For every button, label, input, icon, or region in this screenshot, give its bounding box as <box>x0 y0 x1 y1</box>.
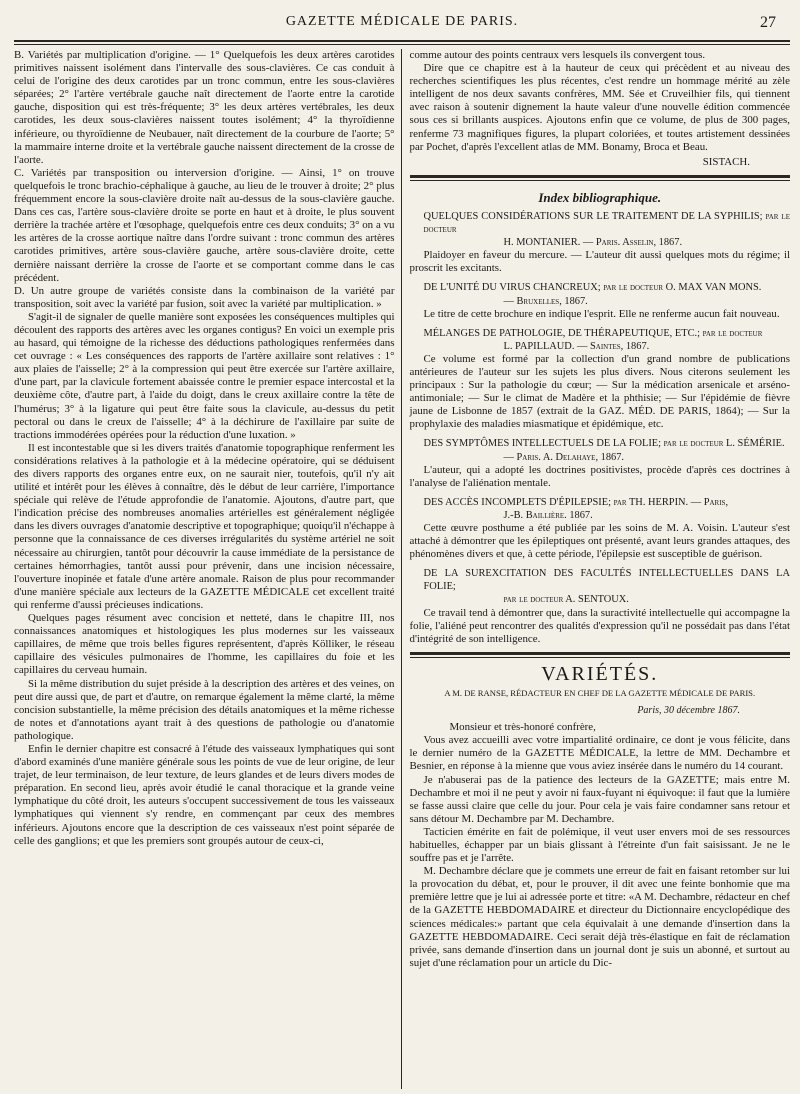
signature: SISTACH. <box>702 155 750 168</box>
paragraph: Si la même distribution du sujet préside à la description des artères et des veines, on peut dire aussi que, de part et d'autre, on remarque également la même clarté, la même concision substantielle, la même précision des détails anatomiques et la même richesse de notes et d'annotations ayant trait à des questions de pathologie ou d'anatomie pathologique. <box>14 677 395 742</box>
journal-title: GAZETTE MÉDICALE DE PARIS. <box>285 14 519 29</box>
bibliography-entry <box>410 281 791 320</box>
bibliography-review: Le titre de cette brochure en indique l'esprit. Elle ne renferme aucun fait nouveau. <box>423 307 780 320</box>
bibliography-review: Cette œuvre posthume a été publiée par les soins de M. A. Voisin. L'auteur s'est attaché à démontrer que les épileptiques ont présenté, avant leurs grandes attaques, des phénomènes divers et que, à cette période, l'épilepsie est susceptible de guérison. <box>409 522 790 561</box>
paragraph: S'agit-il de signaler de quelle manière sont exposées les conséquences multiples qui découlent des rapports des artères avec les organes contigus? En voici un exemple pris au hasard, qui témoigne de la richesse des déductions pathologiques renfermées dans cet ouvrage : « Les conséquences des rapports de l'artère axillaire sont relatives : 1° aux plaies de l'aisselle; 2° à la compression qui peut être exercée sur l'artère axillaire, d'une part, par la clavicule fortement abaissée contre le premier espace intercostal et la deuxième côte, d'autre part, à l'aide du doigt, dans le creux axillaire contre la tête de l'humérus; 3° à la ligature qui peut être faite sous la clavicule, au-dessus du petit pectoral ou dans le creux de l'aisselle; 4° à la déchirure de l'axillaire par suite de tractions immodérées opérées pour la réduction d'une luxation. » <box>14 310 395 441</box>
section-rule <box>410 652 791 658</box>
letter-salutation: Monsieur et très-honoré confrère, <box>449 721 596 734</box>
letter-addressee: A M. DE RANSE, RÉDACTEUR EN CHEF DE LA GAZETTE MÉDICALE DE PARIS. <box>444 687 756 698</box>
columns <box>14 49 790 1089</box>
paragraph: Vous avez accueilli avec votre impartialité ordinaire, ce dont je vous félicite, dans le dernier numéro de la GAZETTE MÉDICALE, la lettre de MM. Dechambre et Besnier, en réponse à la mienne que vous aviez insérée dans le numéro du 14 courant. <box>409 734 790 773</box>
paragraph: comme autour des points centraux vers lesquels ils convergent tous. <box>409 49 706 61</box>
page-number: 27 <box>760 14 776 31</box>
index-title: Index bibliographique. <box>538 189 662 205</box>
header-rule <box>14 40 790 45</box>
bibliography-entry <box>410 327 791 432</box>
bibliography-ref: DES SYMPTÔMES INTELLECTUELS DE LA FOLIE; par le docteur L. SÉMÉRIE. — Paris. A. Delahaye, 1867. <box>423 438 785 463</box>
bibliography-ref: DES ACCÈS INCOMPLETS D'ÉPILEPSIE; par TH. HERPIN. — Paris, J.-B. Baillière. 1867. <box>423 496 729 521</box>
paragraph: Dire que ce chapitre est à la hauteur de ceux qui précèdent et au niveau des recherches scientifiques les plus récentes, c'est rendre un hommage mérité au zèle intelligent de nos deux savants confrères, MM. Sée et Cruveilhier fils, qui tiennent avec raison à soutenir dignement la haute valeur d'une nouvelle édition commencée sous ces si brillants auspices. Ajoutons enfin que ce volume, de plus de 300 pages, renferme 73 magnifiques figures, la plupart coloriées, et toutes artistement dessinées par Pochet, d'après l'excellent atlas de MM. Bonamy, Broca et Beau. <box>409 62 790 153</box>
paragraph: Enfin le dernier chapitre est consacré à l'étude des vaisseaux lymphatiques qui sont d'abord examinés d'une manière générale sous les points de vue de leur origine, de leur trajet, de leur terminaison, de leur texture, de leurs glandes et de leurs divers modes de préparation. En second lieu, après avoir étudié le canal thoracique et la grande veine lymphatique du côté droit, les auteurs s'occupent successivement de tous les vaisseaux lymphatiques qui viennent s'y rendre, en commençant par ceux des membres inférieurs. Ajoutons encore que la description de ces vaisseaux n'est point séparée de celle des ganglions; et que les premiers sont groupés autour de ceux-ci, <box>14 742 395 847</box>
bibliography-ref: DE L'UNITÉ DU VIRUS CHANCREUX; par le docteur O. MAX VAN MONS. — Bruxelles, 1867. <box>423 282 762 307</box>
bibliography-ref: DE LA SUREXCITATION DES FACULTÉS INTELLECTUELLES DANS LA FOLIE; par le docteur A. SENTOUX. <box>423 568 790 606</box>
bibliography-ref: QUELQUES CONSIDÉRATIONS SUR LE TRAITEMENT DE LA SYPHILIS; par le docteur H. MONTANIER. — Paris. Asselin, 1867. <box>423 210 790 249</box>
letter-date: Paris, 30 décembre 1867. <box>637 705 740 717</box>
paragraph: Il est incontestable que si les divers traités d'anatomie topographique renferment les considérations relatives à la pathologie et à la médecine opératoire, qui se déduisent des divers rapports des organes entre eux, on ne saurait nier, toutefois, qu'il n'y ait utilité et intérêt pour les élèves à connaître, dès le début de leur carrière, l'importance spéciale qui relève de l'étude approfondie de l'anatomie. Ajoutons, d'autre part, que l'indication précise des nombreuses anomalies artérielles est généralement négligée dans les divers ouvrages d'anatomie descriptive et topographique; quoiqu'il n'échappe à personne que la connaissance de ces diverses irrégularités du système artériel ne soit nécessaire au chirurgien, tantôt pour découvrir la cause immédiate de la persistance de certaines hémorrhagies, tantôt aussi pour prévenir, dans une incision nécessaire, l'ouverture inopinée et fatale d'une artère anomale. Raison de plus pour recommander d'une manière spéciale aux lecteurs de la GAZETTE MÉDICALE cet excellent traité qui renferme d'aussi précieuses indications. <box>14 441 395 611</box>
left-column <box>14 49 401 1089</box>
section-rule <box>410 175 791 181</box>
bibliography-entry <box>410 437 791 489</box>
bibliography-review: Ce volume est formé par la collection d'un grand nombre de publications antérieures de l'auteur sur les sujets les plus divers. Nous citerons seulement les principaux : Sur la pathologie du cœur; — Sur la médication arsenicale et arséno-antimoniale; — Sur le climat de Madère et la phthisie; — Sur l'épidémie de fièvre jaune de Lisbonne de 1857 (extrait de la GAZ. MÉD. DE PARIS, 1864); — Sur la prophylaxie des maladies miasmatique et épidémique, etc. <box>409 352 790 431</box>
section-title: VARIÉTÉS. <box>541 662 659 685</box>
right-column <box>401 49 791 1089</box>
paragraph: Quelques pages résument avec concision et netteté, dans le chapitre III, nos connaissances anatomiques et histologiques les plus modernes sur les vaisseaux capillaires, de même que trois belles figures représentent, d'après Kölliker, le réseau capillaire des vésicules pulmonaires de l'homme, les capillaires du foie et les capillaires du cerveau humain. <box>14 612 395 677</box>
bibliography-entry <box>410 210 791 275</box>
paragraph: D. Un autre groupe de variétés consiste dans la combinaison de la variété par transposition, soit avec la variété par fusion, soit avec la variété par multiplication. » <box>14 284 395 310</box>
bibliography-ref: MÉLANGES DE PATHOLOGIE, DE THÉRAPEUTIQUE, ETC.; par le docteur L. PAPILLAUD. — Saintes, 1867. <box>423 327 763 352</box>
paragraph: Tacticien émérite en fait de polémique, il veut user envers moi de ses ressources habituelles, échapper par un biais glissant à l'étreinte d'un fait saisissant. Je ne le souffre pas et je l'arrête. <box>409 825 790 865</box>
bibliography-review: Ce travail tend à démontrer que, dans la suractivité intellectuelle qui accompagne la folie, l'aliéné peut rencontrer des qualités d'expression qu'il ne possédait pas dans l'état d'intégrité de son intelligence. <box>409 606 790 645</box>
bibliography-entry <box>410 496 791 561</box>
page-header <box>14 14 790 38</box>
paragraph: B. Variétés par multiplication d'origine. — 1° Quelquefois les deux artères carotides primitives naissent isolément dans l'intervalle des sous-clavières. Ce cas conduit à celui de l'origine des deux carotides par un tronc commun, entre les sous-clavières séparées; 2° l'artère vertébrale gauche naît directement de l'aorte entre la carotide gauche, disposition qui est très-fréquente; 3° les deux artères vertébrales, les deux carotides, les deux sous-clavières naissent toutes isolément; 4° la thyroïdienne inférieure, ou thyroïdienne de Neubauer, naît directement de la courbure de l'aorte; 5° la mammaire interne droite et la vertébrale gauche naissent directement de la crosse de l'aorte. <box>14 49 395 166</box>
bibliography-entry <box>410 567 791 646</box>
bibliography-review: Plaidoyer en faveur du mercure. — L'auteur dit aussi quelques mots du régime; il proscrit les excitants. <box>409 249 790 275</box>
paragraph: M. Dechambre déclare que je commets une erreur de fait en faisant retomber sur lui la provocation du débat, et, pour le prouver, il dit avec une feinte bonhomie que ma première lettre que je lui ai adressée porte et titre: «A M. Dechambre, rédacteur en chef de la GAZETTE HEBDOMADAIRE et directeur du Dictionnaire encyclopédique des sciences médicales:» partant que cela équivalait à une demande d'insertion dans la GAZETTE HEBDOMADAIRE. Ceci serait déjà très-élastique en fait de réclamation privée, sans demande d'insertion dans un journal dont je suis un abonné, et surtout au sujet d'une réclamation pour un article du Dic- <box>409 865 790 969</box>
paragraph: C. Variétés par transposition ou interversion d'origine. — Ainsi, 1° on trouve quelquefois le tronc brachio-céphalique à gauche, au lieu de le trouver à droite; 2° plus fréquemment encore la sous-clavière droite naît au-dessus de la sous-clavière gauche. Dans ces cas, l'artère sous-clavière droite se porte en haut et à droite, le plus souvent derrière la trachée artère et l'œsophage, quelquefois entre ces deux conduits; 3° on a vu les artères de la crosse aortique naître dans l'ordre suivant : tronc commun des artères carotides primitives, artère sous-clavière gauche, artère sous-clavière droite, cette dernière naissant derrière la crosse de l'aorte et se comportant comme dans le cas précédent. <box>14 166 395 284</box>
bibliography-review: L'auteur, qui a adopté les doctrines positivistes, procède d'après ces doctrines à l'analyse de l'aliénation mentale. <box>409 463 790 489</box>
paragraph: Je n'abuserai pas de la patience des lecteurs de la GAZETTE; mais entre M. Dechambre et moi il ne peut y avoir ni faux-fuyant ni équivoque: il faut que la lumière se fasse aussi claire que celle du jour. Pour cela je vais faire condamner sans retour et sans détour M. Dechambre par M. Dechambre. <box>409 773 790 825</box>
